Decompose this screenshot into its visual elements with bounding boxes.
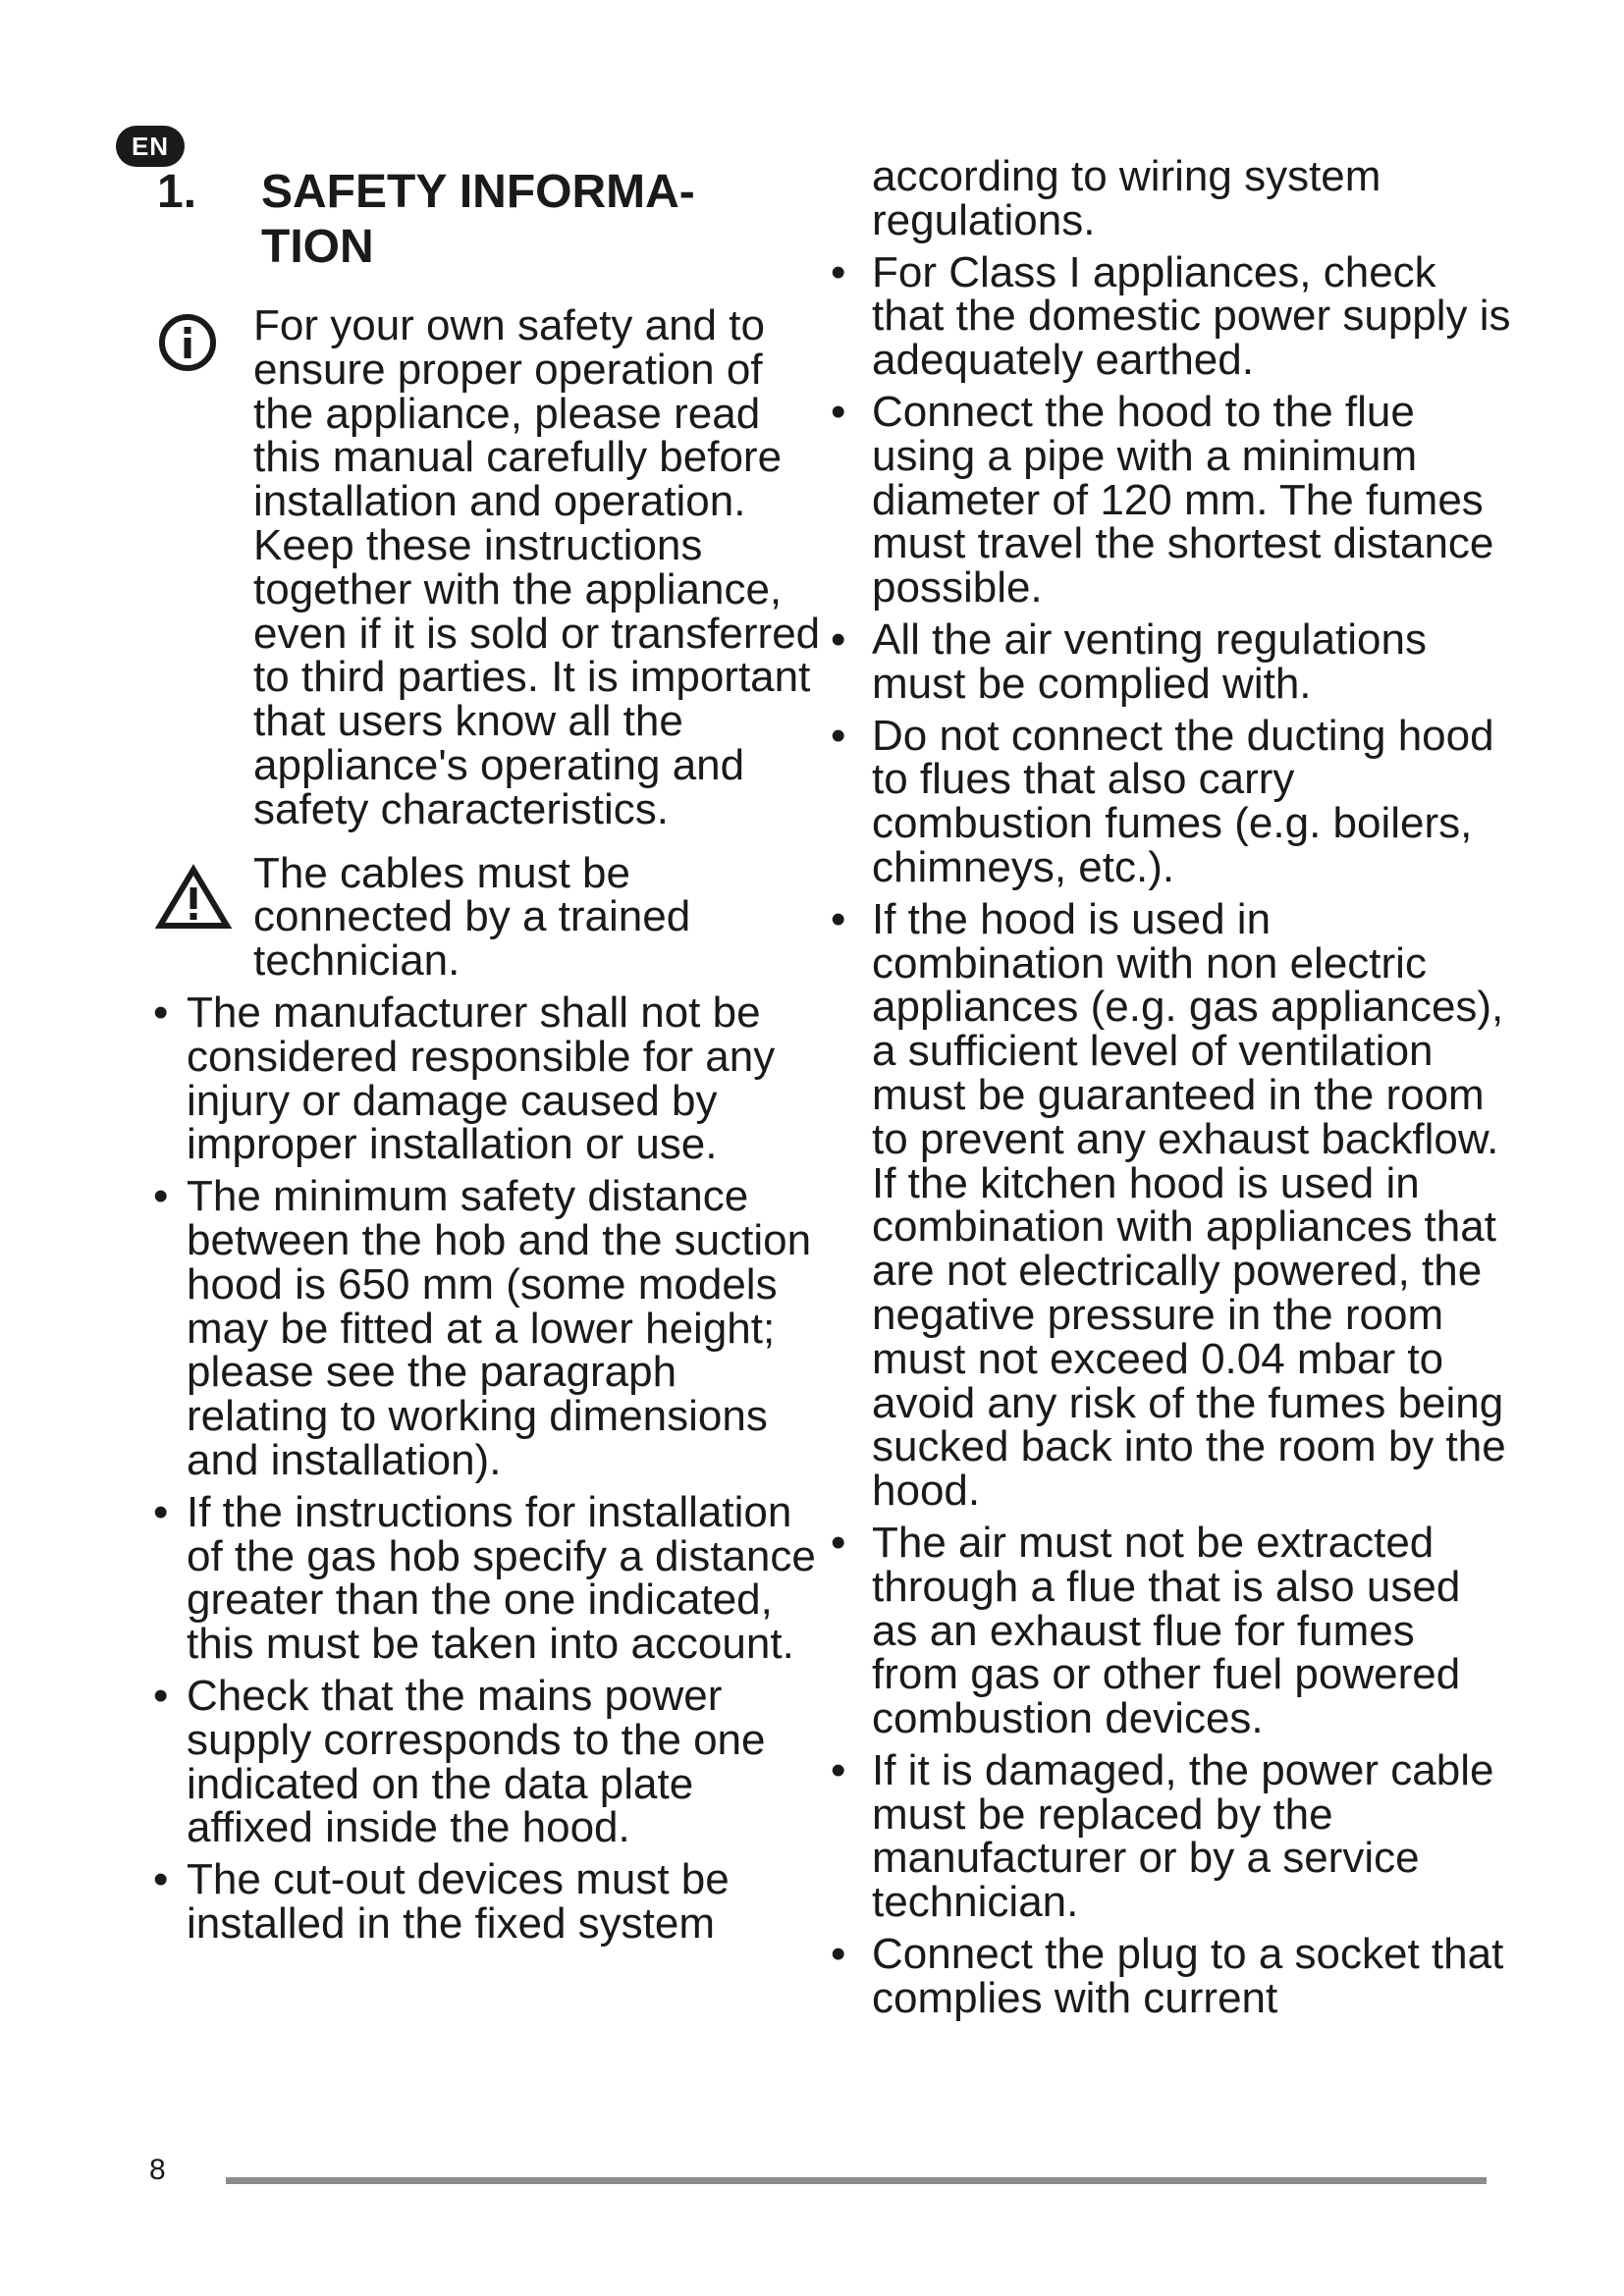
section-title-line1: SAFETY INFORMA-	[261, 166, 695, 218]
left-column	[147, 301, 825, 1954]
section-heading	[157, 165, 766, 275]
section-number: 1.	[157, 166, 197, 218]
warning-icon	[155, 864, 232, 939]
list-item: • The cut-out devices must be installed in the fixed system	[147, 1858, 825, 1947]
list-item: • The minimum safety distance between the hob and the suction hood is 650 mm (some models may be fitted at a lower height; please see the paragraph relating to working dimensions and installation).	[147, 1175, 825, 1483]
list-item: • Do not connect the ducting hood to flues that also carry combustion fumes (e.g. boilers, chimneys, etc.).	[825, 715, 1512, 890]
list-item: • Connect the hood to the flue using a pipe with a minimum diameter of 120 mm. The fumes must travel the shortest distance possible.	[825, 391, 1512, 611]
right-column	[825, 152, 1512, 2029]
list-item: • If the hood is used in combination with non electric appliances (e.g. gas appliances), a sufficient level of ventilation must be guaranteed in the room to prevent any exhaust backflow. If the kitchen hood is used in combination with appliances that are not electrically powered, the negative pressure in the room must not exceed 0.04 mbar to avoid any risk of the fumes being sucked back into the room by the hood.	[825, 898, 1512, 1514]
info-note	[147, 301, 825, 833]
left-bullet-list	[147, 988, 825, 1948]
list-item: • If the instructions for installation of the gas hob specify a distance greater than the one indicated, this must be taken into account.	[147, 1491, 825, 1667]
language-badge: EN	[116, 126, 185, 167]
list-item: • The manufacturer shall not be considered responsible for any injury or damage caused by improper installation or use.	[147, 991, 825, 1167]
warning-note-text: The cables must be connected by a trained technician.	[253, 848, 691, 986]
info-icon	[157, 312, 218, 382]
right-bullet-list	[825, 247, 1512, 2022]
list-item: • For Class I appliances, check that the domestic power supply is adequately earthed.	[825, 251, 1512, 383]
footer-divider	[226, 2177, 1487, 2184]
section-title-line2: TION	[261, 221, 374, 273]
list-item: • All the air venting regulations must be complied with.	[825, 618, 1512, 707]
list-item: • If it is damaged, the power cable must be replaced by the manufacturer or by a service technician.	[825, 1749, 1512, 1925]
info-note-text: For your own safety and to ensure proper operation of the appliance, please read this manual carefully before installation and operation. Keep these instructions together with the appliance, even if it is sold or transferred to third parties. It is important that users know all the appliance's operating and safety characteristics.	[253, 301, 821, 833]
continued-text: according to wiring system regulations.	[872, 152, 1381, 244]
list-item: • The air must not be extracted through a flue that is also used as an exhaust flue for fumes from gas or other fuel powered combustion devices.	[825, 1522, 1512, 1741]
list-item: • Check that the mains power supply corresponds to the one indicated on the data plate affixed inside the hood.	[147, 1675, 825, 1850]
list-item: • Connect the plug to a socket that complies with current	[825, 1933, 1512, 2021]
page-number: 8	[149, 2154, 166, 2186]
warning-note	[147, 848, 825, 986]
